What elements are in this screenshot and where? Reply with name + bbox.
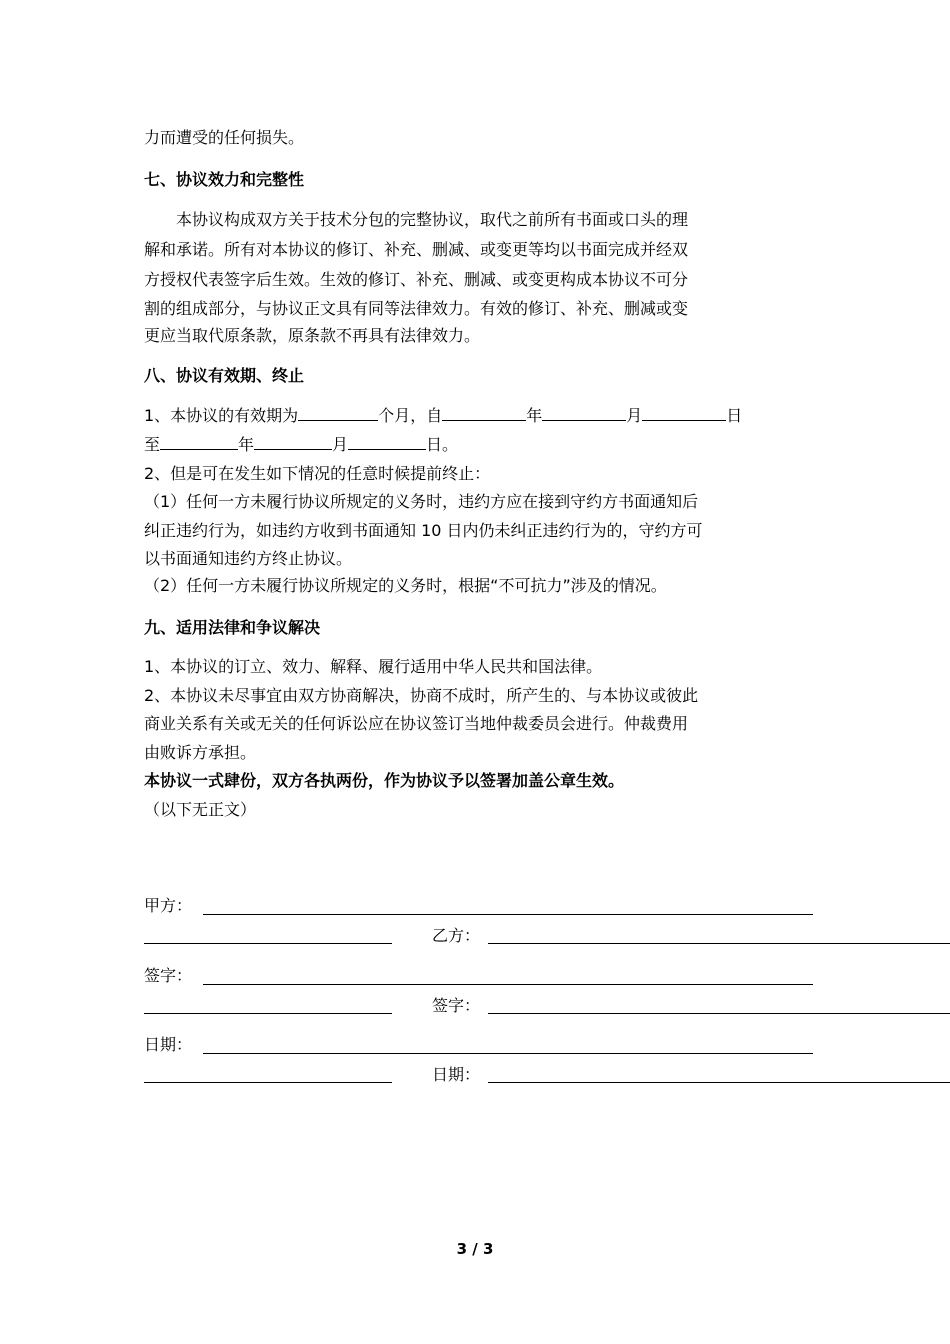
text-fragment: 日: [726, 406, 743, 425]
text-fragment: 日。: [426, 435, 459, 454]
text-line: 商业关系有关或无关的任何诉讼应在协议签订当地仲裁委员会进行。仲裁费用: [144, 714, 689, 733]
text-line: 以书面通知违约方终止协议。: [144, 549, 353, 568]
text-line: 割的组成部分，与协议正文具有同等法律效力。有效的修订、补充、删减或变: [144, 299, 689, 318]
text-line: 纠正违约行为，如违约方收到书面通知 10 日内仍未纠正违约行为的，守约方可: [144, 521, 703, 540]
end-year-blank[interactable]: [160, 431, 238, 450]
text-fragment: 至: [144, 435, 161, 454]
text-line: （1）任何一方未履行协议所规定的义务时，违约方应在接到守约方书面通知后: [144, 492, 699, 511]
text-fragment: 年: [526, 406, 543, 425]
sign-b-line[interactable]: [488, 1012, 950, 1014]
text-line: 力而遭受的任何损失。: [144, 128, 305, 147]
sign-b-label: 签字：: [432, 996, 481, 1015]
months-blank[interactable]: [298, 402, 378, 421]
text-line: 方授权代表签字后生效。生效的修订、补充、删减、或变更构成本协议不可分: [144, 270, 689, 289]
date-a-line-cont[interactable]: [144, 1081, 392, 1083]
text-line: （2）任何一方未履行协议所规定的义务时，根据“不可抗力”涉及的情况。: [144, 576, 667, 595]
party-a-label: 甲方：: [144, 896, 193, 915]
text-line: 1、本协议的订立、效力、解释、履行适用中华人民共和国法律。: [144, 657, 603, 676]
start-year-blank[interactable]: [442, 402, 526, 421]
text-fragment: 年: [238, 435, 255, 454]
copies-statement: 本协议一式肆份，双方各执两份，作为协议予以签署加盖公章生效。: [144, 771, 625, 790]
section-heading-7: 七、协议效力和完整性: [144, 170, 305, 189]
text-line: 由败诉方承担。: [144, 743, 257, 762]
party-b-label: 乙方：: [432, 926, 481, 945]
party-a-line-cont[interactable]: [144, 942, 392, 944]
page-number: 3 / 3: [456, 1240, 494, 1258]
text-line: 2、但是可在发生如下情况的任意时候提前终止：: [144, 464, 491, 483]
text-fragment: 个月，自: [378, 406, 443, 425]
date-a-line[interactable]: [203, 1052, 813, 1054]
date-b-line[interactable]: [488, 1081, 950, 1083]
date-a-label: 日期：: [144, 1035, 193, 1054]
end-month-blank[interactable]: [254, 431, 332, 450]
text-line: 解和承诺。所有对本协议的修订、补充、删减、或变更等均以书面完成并经双: [144, 240, 689, 259]
section-heading-8: 八、协议有效期、终止: [144, 366, 305, 385]
sign-a-line[interactable]: [203, 983, 813, 985]
text-fragment: 1、本协议的有效期为: [144, 406, 299, 425]
party-a-line[interactable]: [203, 913, 813, 915]
validity-period-line: [144, 402, 742, 430]
section-heading-9: 九、适用法律和争议解决: [144, 618, 321, 637]
text-line: 本协议构成双方关于技术分包的完整协议，取代之前所有书面或口头的理: [176, 210, 689, 229]
party-b-line[interactable]: [488, 942, 950, 944]
text-line: 更应当取代原条款，原条款不再具有法律效力。: [144, 326, 481, 345]
no-more-text-note: （以下无正文）: [144, 800, 257, 819]
date-b-label: 日期：: [432, 1065, 481, 1084]
text-fragment: 月: [626, 406, 643, 425]
sign-a-line-cont[interactable]: [144, 1012, 392, 1014]
text-fragment: 月: [332, 435, 349, 454]
start-month-blank[interactable]: [542, 402, 626, 421]
start-day-blank[interactable]: [642, 402, 726, 421]
text-line: 2、本协议未尽事宜由双方协商解决，协商不成时，所产生的、与本协议或彼此: [144, 686, 699, 705]
sign-a-label: 签字：: [144, 966, 193, 985]
validity-end-line: [144, 431, 458, 459]
end-day-blank[interactable]: [348, 431, 426, 450]
